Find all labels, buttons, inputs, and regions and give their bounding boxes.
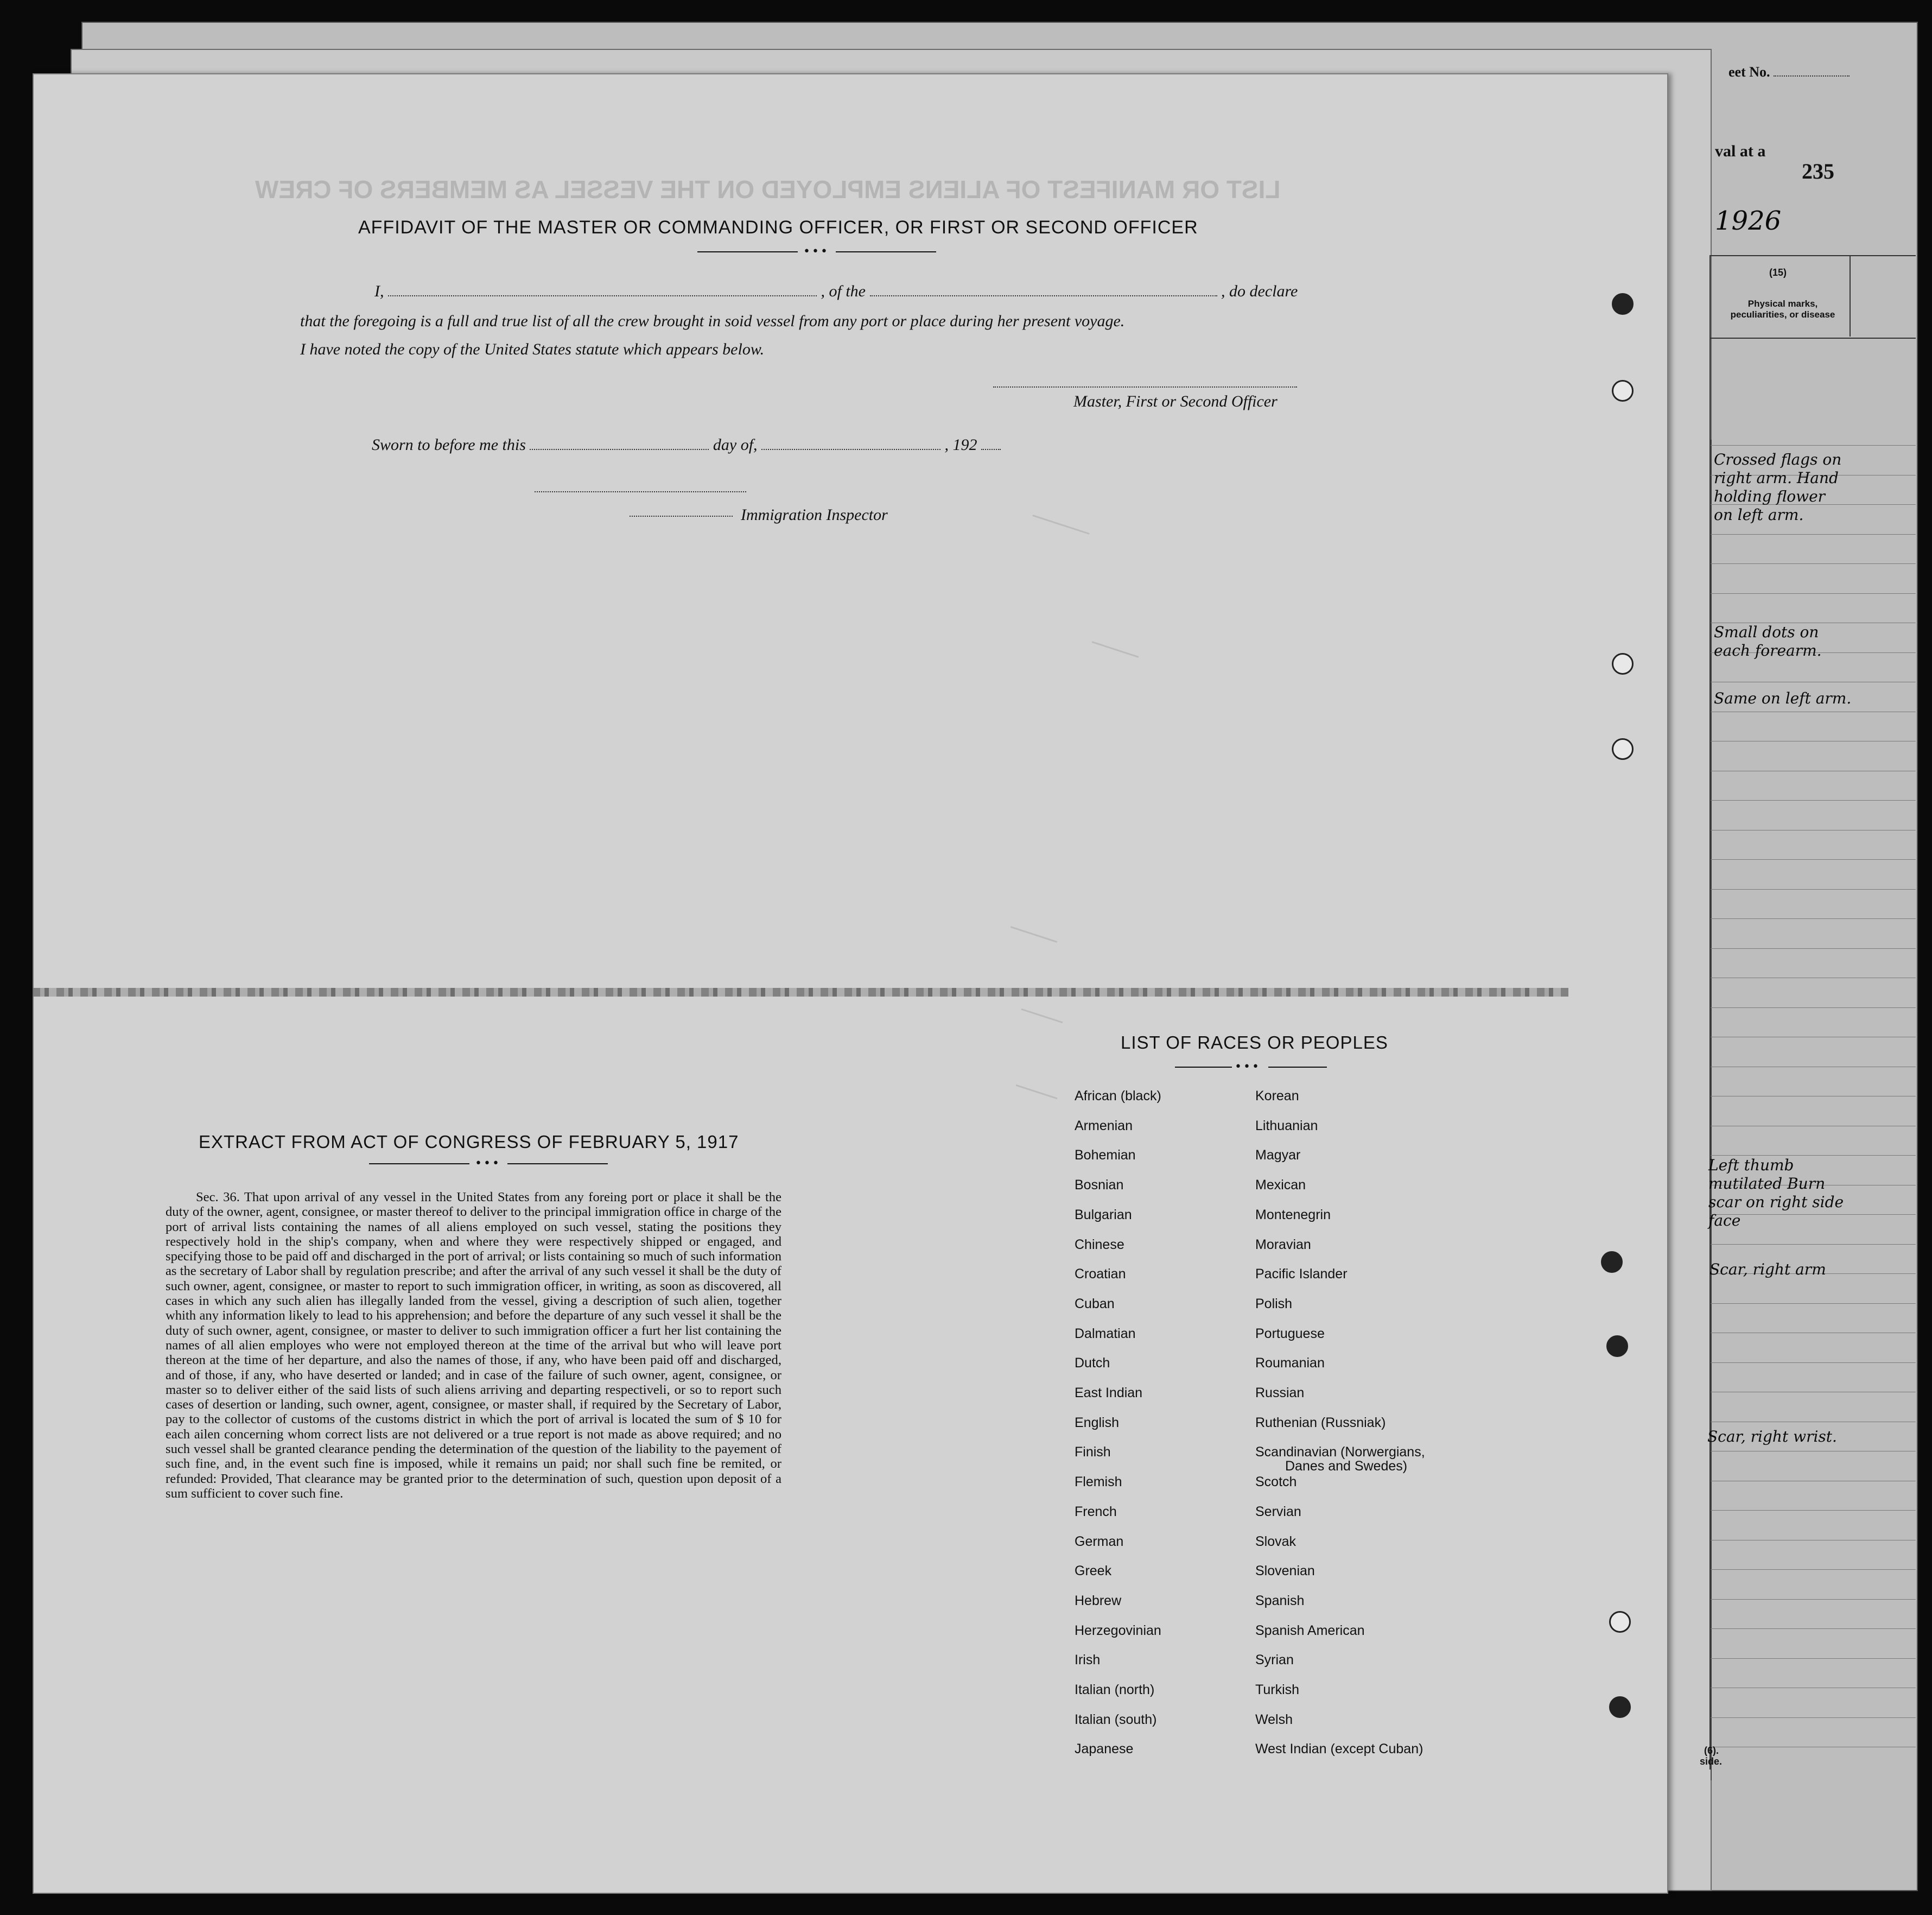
race-item: Irish	[1075, 1652, 1101, 1668]
race-item: Slovenian	[1255, 1563, 1315, 1579]
race-item: Spanish American	[1255, 1622, 1365, 1638]
race-item: French	[1075, 1504, 1117, 1519]
affidavit-statute-note: I have noted the copy of the United States statute which appears below.	[300, 340, 765, 358]
race-item: East Indian	[1075, 1385, 1143, 1400]
inspector-label: Immigration Inspector	[741, 506, 888, 524]
race-item: Magyar	[1255, 1147, 1301, 1163]
punch-hole	[1609, 1696, 1631, 1718]
race-item: Ruthenian (Russniak)	[1255, 1415, 1386, 1430]
physical-marks-header: Physical marks, peculiarities, or disease	[1730, 299, 1835, 320]
race-item: Spanish	[1255, 1593, 1305, 1608]
mark-scar-right-wrist: Scar, right wrist.	[1707, 1428, 1837, 1445]
race-item: Polish	[1255, 1296, 1293, 1311]
affidavit-title: AFFIDAVIT OF THE MASTER OR COMMANDING OFFICER, OR FIRST OR SECOND OFFICER	[358, 217, 1198, 238]
handwritten-year: 1926	[1715, 206, 1782, 236]
mark-small-dots: Small dots on each forearm.	[1714, 623, 1822, 660]
race-item: English	[1075, 1415, 1119, 1430]
race-item: Scandinavian (Norwergians,	[1255, 1444, 1425, 1460]
race-item: Italian (south)	[1075, 1711, 1157, 1727]
race-item: Slovak	[1255, 1533, 1297, 1549]
punch-hole	[1609, 1611, 1631, 1633]
race-item: Danes and Swedes)	[1285, 1459, 1408, 1474]
affidavit-statement: that the foregoing is a full and true list of all the crew brought in soid vessel from any port or place during her present voyage.	[300, 312, 1125, 330]
race-item: Welsh	[1255, 1711, 1293, 1727]
race-item: Herzegovinian	[1075, 1622, 1161, 1638]
master-signature-label: Master, First or Second Officer	[1073, 392, 1278, 410]
column-number: (15)	[1769, 267, 1787, 278]
mark-crossed-flags: Crossed flags on right arm. Hand holding flower on left arm.	[1714, 451, 1842, 524]
sheet-number-field	[1774, 62, 1850, 77]
sworn-prefix: Sworn to before me this	[372, 436, 526, 454]
race-item: West Indian (except Cuban)	[1255, 1741, 1423, 1757]
race-item: Montenegrin	[1255, 1207, 1331, 1222]
race-item: Flemish	[1075, 1474, 1122, 1490]
race-item: Korean	[1255, 1088, 1299, 1104]
sworn-day-field[interactable]	[530, 436, 709, 450]
race-item: Chinese	[1075, 1236, 1124, 1252]
punch-hole	[1612, 653, 1634, 675]
extract-title-ornament: •••	[369, 1157, 608, 1170]
fold-crease	[33, 988, 1568, 997]
extract-body: Sec. 36. That upon arrival of any vessel in the United States from any foreing port or place it shall be the duty of the owner, agent, consignee, or master thereof to deliver to the principal immigration office in charge of the port of arrival lists containing the names of all aliens employed on such vessel, stating the positions they respectively hold in the ship's company, when and where they were respectively shipped or engaged, and specifying those to be paid off and discharged in the port of arrival; or lists containing so much of such information as the secretary of Labor shall by regulation prescribe; and after the arrival of any such vessel it shall be the duty of such owner, agent, consignee, or master to report to such immigration officer, in writing, as soon as discovered, all cases in which any such alien has illegally landed from the vessel, giving a description of such alien, together whith any information likely to lead to his apprehension; and before the departure of any such vessel it shall be the duty of such owner, agent, consignee, or master to deliver to such immigration officer a furt her list containing the names of all alien employes who were not employed thereon at the time of the arrival but who will leave port thereon at the time of her departure, and also the names of those, if any, who have been paid off and discharged, and of those, if any, who have deserted or landed; and in case of the failure of such owner, agent, consignee, or master so to deliver either of the said lists of such aliens arriving and departing respectiveli, or so to report such cases of desertion or landing, such owner, agent, consignee, or master shall, if required by the Secretary of Labor, pay to the collector of customs of the customs district in which the port of arrival is located the sum of $ 10 for each ailen concerning whom correct lists are not delivered or a true report is not made as above required; and no such vessel shall be granted clearance pending the determination of the question of the liability to the payement of such fine, and, in the event such fine is imposed, while it remains un paid; nor shall such fine be remited, or refunded: Provided, That clearance may be granted prior to the determination of such, question upon deposit of a sum sufficient to cover such fine.	[166, 1190, 781, 1501]
race-item: Turkish	[1255, 1682, 1300, 1697]
footer-note: (6).	[1704, 1745, 1719, 1756]
sworn-line	[372, 436, 1001, 454]
mark-scar-right-arm: Scar, right arm	[1709, 1260, 1826, 1278]
race-item: Portuguese	[1255, 1326, 1325, 1341]
races-title-ornament: •••	[1175, 1061, 1327, 1074]
sworn-day-label: day of,	[713, 436, 758, 454]
inspector-signature-line[interactable]	[535, 491, 746, 492]
race-item: Moravian	[1255, 1236, 1311, 1252]
affidavit-sheet	[33, 73, 1668, 1894]
sworn-year-label: , 192	[944, 436, 977, 454]
races-title: LIST OF RACES OR PEOPLES	[1121, 1032, 1388, 1052]
race-item: Dalmatian	[1075, 1326, 1136, 1341]
affidavit-title-ornament: •••	[697, 245, 936, 258]
mark-left-thumb: Left thumb mutilated Burn scar on right side face	[1708, 1156, 1844, 1229]
punch-hole	[1612, 380, 1634, 402]
extract-title: EXTRACT FROM ACT OF CONGRESS OF FEBRUARY 5, 1917	[199, 1132, 739, 1152]
race-item: Servian	[1255, 1504, 1301, 1519]
race-item: Armenian	[1075, 1118, 1133, 1133]
race-item: Syrian	[1255, 1652, 1294, 1668]
sworn-year-field[interactable]	[981, 436, 1001, 450]
race-item: African (black)	[1075, 1088, 1161, 1104]
arrival-label: val at a	[1715, 142, 1766, 160]
punch-hole	[1612, 293, 1634, 315]
race-item: Bosnian	[1075, 1177, 1124, 1193]
mark-same-left-arm: Same on left arm.	[1714, 689, 1852, 707]
race-item: Italian (north)	[1075, 1682, 1155, 1697]
punch-hole	[1612, 738, 1634, 760]
race-item: Finish	[1075, 1444, 1111, 1460]
page-number: 235	[1802, 159, 1834, 183]
race-item: Dutch	[1075, 1355, 1110, 1371]
race-item: Mexican	[1255, 1177, 1306, 1193]
race-item: Japanese	[1075, 1741, 1134, 1757]
punch-hole	[1606, 1335, 1628, 1357]
race-item: Lithuanian	[1255, 1118, 1318, 1133]
declarant-name-field[interactable]	[388, 282, 817, 296]
race-item: Scotch	[1255, 1474, 1297, 1490]
sheet-number-label: eet No.	[1728, 64, 1770, 80]
master-signature-line[interactable]	[993, 386, 1297, 388]
race-item: Pacific Islander	[1255, 1266, 1348, 1282]
race-item: Bulgarian	[1075, 1207, 1132, 1222]
race-item: Bohemian	[1075, 1147, 1136, 1163]
race-item: Greek	[1075, 1563, 1112, 1579]
sworn-month-field[interactable]	[761, 436, 940, 450]
do-declare-label: , do declare	[1221, 282, 1298, 300]
of-the-label: , of the	[821, 282, 866, 300]
race-item: Roumanian	[1255, 1355, 1325, 1371]
vessel-name-field[interactable]	[870, 282, 1217, 296]
race-item: Croatian	[1075, 1266, 1126, 1282]
race-item: Russian	[1255, 1385, 1305, 1400]
declarant-prefix: I,	[374, 282, 384, 300]
race-item: Cuban	[1075, 1296, 1115, 1311]
race-item: Hebrew	[1075, 1593, 1122, 1608]
race-item: German	[1075, 1533, 1124, 1549]
reverse-print-through: LIST OR MANIFEST OF ALIENS EMPLOYED ON THE VESSEL AS MEMBERS OF CREW	[255, 175, 1281, 204]
affidavit-declaration-line	[374, 282, 1298, 301]
footer-note-side: side.	[1700, 1756, 1723, 1767]
punch-hole	[1601, 1251, 1623, 1273]
